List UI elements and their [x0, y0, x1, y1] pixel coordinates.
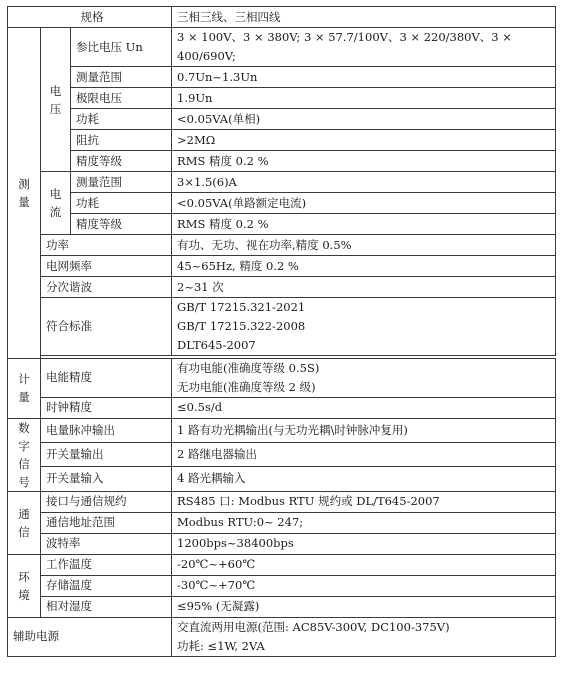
i-range-value: 3×1.5(6)A [172, 172, 556, 193]
v-limit-label: 极限电压 [71, 88, 172, 109]
i-range-label: 测量范围 [71, 172, 172, 193]
i-accuracy-label: 精度等级 [71, 214, 172, 235]
vertical-char: 境 [18, 587, 30, 602]
group-measure [8, 28, 41, 359]
work-temp-label: 工作温度 [41, 554, 172, 575]
table-row [8, 467, 556, 491]
group-comm [8, 491, 41, 554]
vertical-char: 号 [18, 474, 30, 489]
table-row [8, 88, 556, 109]
switch-out-label: 开关量输出 [41, 442, 172, 466]
table-row [8, 235, 556, 256]
table-row [8, 67, 556, 88]
vertical-char: 量 [18, 194, 30, 209]
address-value: Modbus RTU:0~ 247; [172, 512, 556, 533]
table-row [8, 418, 556, 442]
pulse-out-label: 电量脉冲输出 [41, 418, 172, 442]
table-row [8, 533, 556, 554]
baud-value: 1200bps~38400bps [172, 533, 556, 554]
harmonic-label: 分次谐波 [41, 277, 172, 298]
freq-label: 电网频率 [41, 256, 172, 277]
vertical-char: 环 [18, 569, 30, 584]
standard-value: GB/T 17215.321-2021 GB/T 17215.322-2008 DLT645-2007 [172, 298, 556, 356]
power-label: 功率 [41, 235, 172, 256]
spec-table [7, 6, 556, 657]
vertical-char: 信 [18, 456, 30, 471]
vertical-char: 电 [49, 83, 62, 98]
table-row [8, 491, 556, 512]
clock-acc-value: ≤0.5s/d [172, 397, 556, 418]
v-accuracy-value: RMS 精度 0.2 % [172, 151, 556, 172]
ref-voltage-value: 3 × 100V、3 × 380V; 3 × 57.7/100V、3 × 220/380V、3 × 400/690V; [172, 28, 556, 67]
vertical-char: 数 [18, 420, 30, 435]
v-range-label: 测量范围 [71, 67, 172, 88]
table-row [8, 596, 556, 617]
energy-acc-value: 有功电能(准确度等级 0.5S) 无功电能(准确度等级 2 级) [172, 358, 556, 397]
store-temp-label: 存储温度 [41, 575, 172, 596]
table-row [8, 512, 556, 533]
group-digital [8, 418, 41, 491]
switch-in-value: 4 路光耦输入 [172, 467, 556, 491]
v-power-value: <0.05VA(单相) [172, 109, 556, 130]
v-power-label: 功耗 [71, 109, 172, 130]
store-temp-value: -30℃~+70℃ [172, 575, 556, 596]
vertical-char: 量 [18, 390, 30, 404]
spec-label: 规格 [8, 7, 172, 28]
v-limit-value: 1.9Un [172, 88, 556, 109]
table-row [8, 193, 556, 214]
table-row [8, 130, 556, 151]
aux-power-label: 辅助电源 [8, 617, 172, 656]
vertical-char: 压 [49, 101, 62, 116]
table-row [8, 442, 556, 466]
power-value: 有功、无功、视在功率,精度 0.5% [172, 235, 556, 256]
vertical-char: 流 [49, 205, 62, 219]
ref-voltage-label: 参比电压 Un [71, 28, 172, 67]
table-row [8, 172, 556, 193]
aux-power-value: 交直流两用电源(范围: AC85V-300V, DC100-375V) 功耗: ≤1W, 2VA [172, 617, 556, 656]
i-power-label: 功耗 [71, 193, 172, 214]
table-row [8, 214, 556, 235]
table-row [8, 554, 556, 575]
vertical-char: 计 [18, 372, 30, 386]
work-temp-value: -20℃~+60℃ [172, 554, 556, 575]
v-range-value: 0.7Un~1.3Un [172, 67, 556, 88]
freq-value: 45~65Hz, 精度 0.2 % [172, 256, 556, 277]
vertical-char: 通 [18, 506, 30, 521]
pulse-out-value: 1 路有功光耦输出(与无功光耦\时钟脉冲复用) [172, 418, 556, 442]
spec-value: 三相三线、三相四线 [172, 7, 556, 28]
table-row [8, 7, 556, 28]
vertical-char: 字 [18, 438, 30, 453]
harmonic-value: 2~31 次 [172, 277, 556, 298]
table-row [8, 256, 556, 277]
standard-label: 符合标准 [41, 298, 172, 356]
table-row [8, 617, 556, 656]
table-row [8, 575, 556, 596]
humidity-label: 相对湿度 [41, 596, 172, 617]
table-row [8, 109, 556, 130]
i-accuracy-value: RMS 精度 0.2 % [172, 214, 556, 235]
v-impedance-value: >2MΩ [172, 130, 556, 151]
table-row [8, 28, 556, 67]
group-metering [8, 358, 41, 418]
address-label: 通信地址范围 [41, 512, 172, 533]
interface-label: 接口与通信规约 [41, 491, 172, 512]
table-row [8, 151, 556, 172]
table-row [8, 298, 556, 356]
baud-label: 波特率 [41, 533, 172, 554]
i-power-value: <0.05VA(单路额定电流) [172, 193, 556, 214]
subgroup-current [41, 172, 71, 235]
vertical-char: 信 [18, 524, 30, 539]
v-accuracy-label: 精度等级 [71, 151, 172, 172]
table-row [8, 358, 556, 397]
energy-acc-label: 电能精度 [41, 358, 172, 397]
table-row [8, 397, 556, 418]
group-env [8, 554, 41, 617]
vertical-char: 测 [18, 176, 30, 191]
switch-out-value: 2 路继电器输出 [172, 442, 556, 466]
vertical-char: 电 [49, 187, 62, 201]
interface-value: RS485 口: Modbus RTU 规约或 DL/T645-2007 [172, 491, 556, 512]
humidity-value: ≤95% (无凝露) [172, 596, 556, 617]
table-row [8, 277, 556, 298]
clock-acc-label: 时钟精度 [41, 397, 172, 418]
subgroup-voltage [41, 28, 71, 172]
v-impedance-label: 阻抗 [71, 130, 172, 151]
switch-in-label: 开关量输入 [41, 467, 172, 491]
